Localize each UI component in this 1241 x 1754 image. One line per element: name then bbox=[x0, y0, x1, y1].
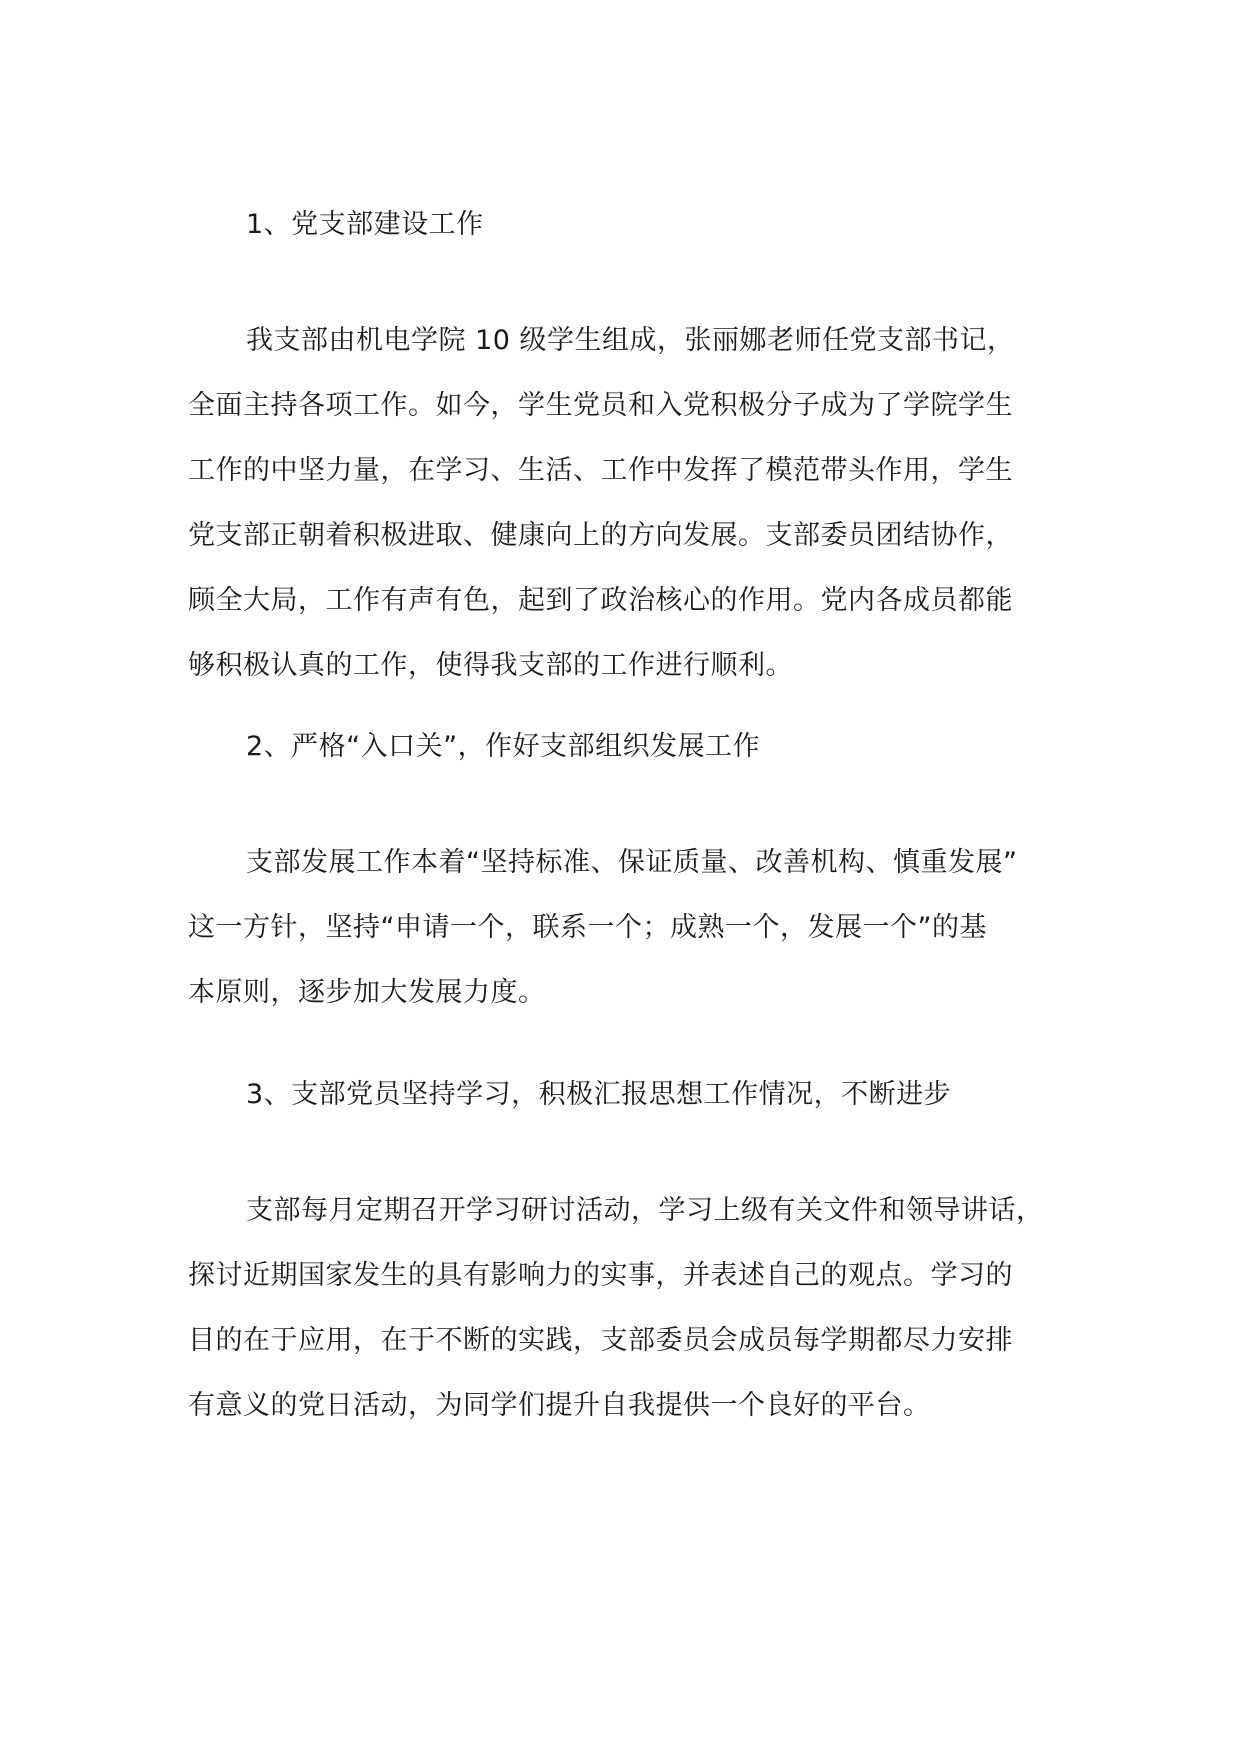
paragraph-line: 目的在于应用，在于不断的实践，支部委员会成员每学期都尽力安排 bbox=[188, 1325, 1013, 1356]
paragraph-line: 我支部由机电学院 10 级学生组成，张丽娜老师任党支部书记， bbox=[246, 325, 1015, 356]
paragraph-line: 这一方针，坚持“申请一个，联系一个；成熟一个，发展一个”的基 bbox=[188, 912, 987, 943]
paragraph-line: 顾全大局，工作有声有色，起到了政治核心的作用。党内各成员都能 bbox=[188, 585, 1013, 616]
paragraph-line: 支部每月定期召开学习研讨活动，学习上级有关文件和领导讲话， bbox=[246, 1195, 1044, 1226]
section-2-heading-block bbox=[188, 714, 1058, 779]
section-heading: 3、支部党员坚持学习，积极汇报思想工作情况，不断进步 bbox=[246, 1079, 952, 1110]
paragraph-line: 有意义的党日活动，为同学们提升自我提供一个良好的平台。 bbox=[188, 1390, 931, 1421]
paragraph-line: 工作的中坚力量，在学习、生活、工作中发挥了模范带头作用，学生 bbox=[188, 455, 1013, 486]
paragraph-line: 够积极认真的工作，使得我支部的工作进行顺利。 bbox=[188, 650, 793, 681]
section-3-heading-block bbox=[188, 1062, 1058, 1127]
paragraph-line: 探讨近期国家发生的具有影响力的实事，并表述自己的观点。学习的 bbox=[188, 1260, 1013, 1291]
paragraph-line: 全面主持各项工作。如今，学生党员和入党积极分子成为了学院学生 bbox=[188, 390, 1013, 421]
section-1-paragraph bbox=[188, 308, 1058, 698]
section-1-heading-block bbox=[188, 192, 1058, 257]
paragraph-line: 支部发展工作本着“坚持标准、保证质量、改善机构、慎重发展” bbox=[246, 847, 1018, 878]
paragraph-line: 党支部正朝着积极进取、健康向上的方向发展。支部委员团结协作， bbox=[188, 520, 1013, 551]
section-heading: 2、严格“入口关”，作好支部组织发展工作 bbox=[246, 731, 761, 762]
section-heading: 1、党支部建设工作 bbox=[246, 209, 484, 240]
paragraph-line: 本原则，逐步加大发展力度。 bbox=[188, 977, 546, 1008]
section-3-paragraph bbox=[188, 1178, 1058, 1438]
section-2-paragraph bbox=[188, 830, 1058, 1025]
